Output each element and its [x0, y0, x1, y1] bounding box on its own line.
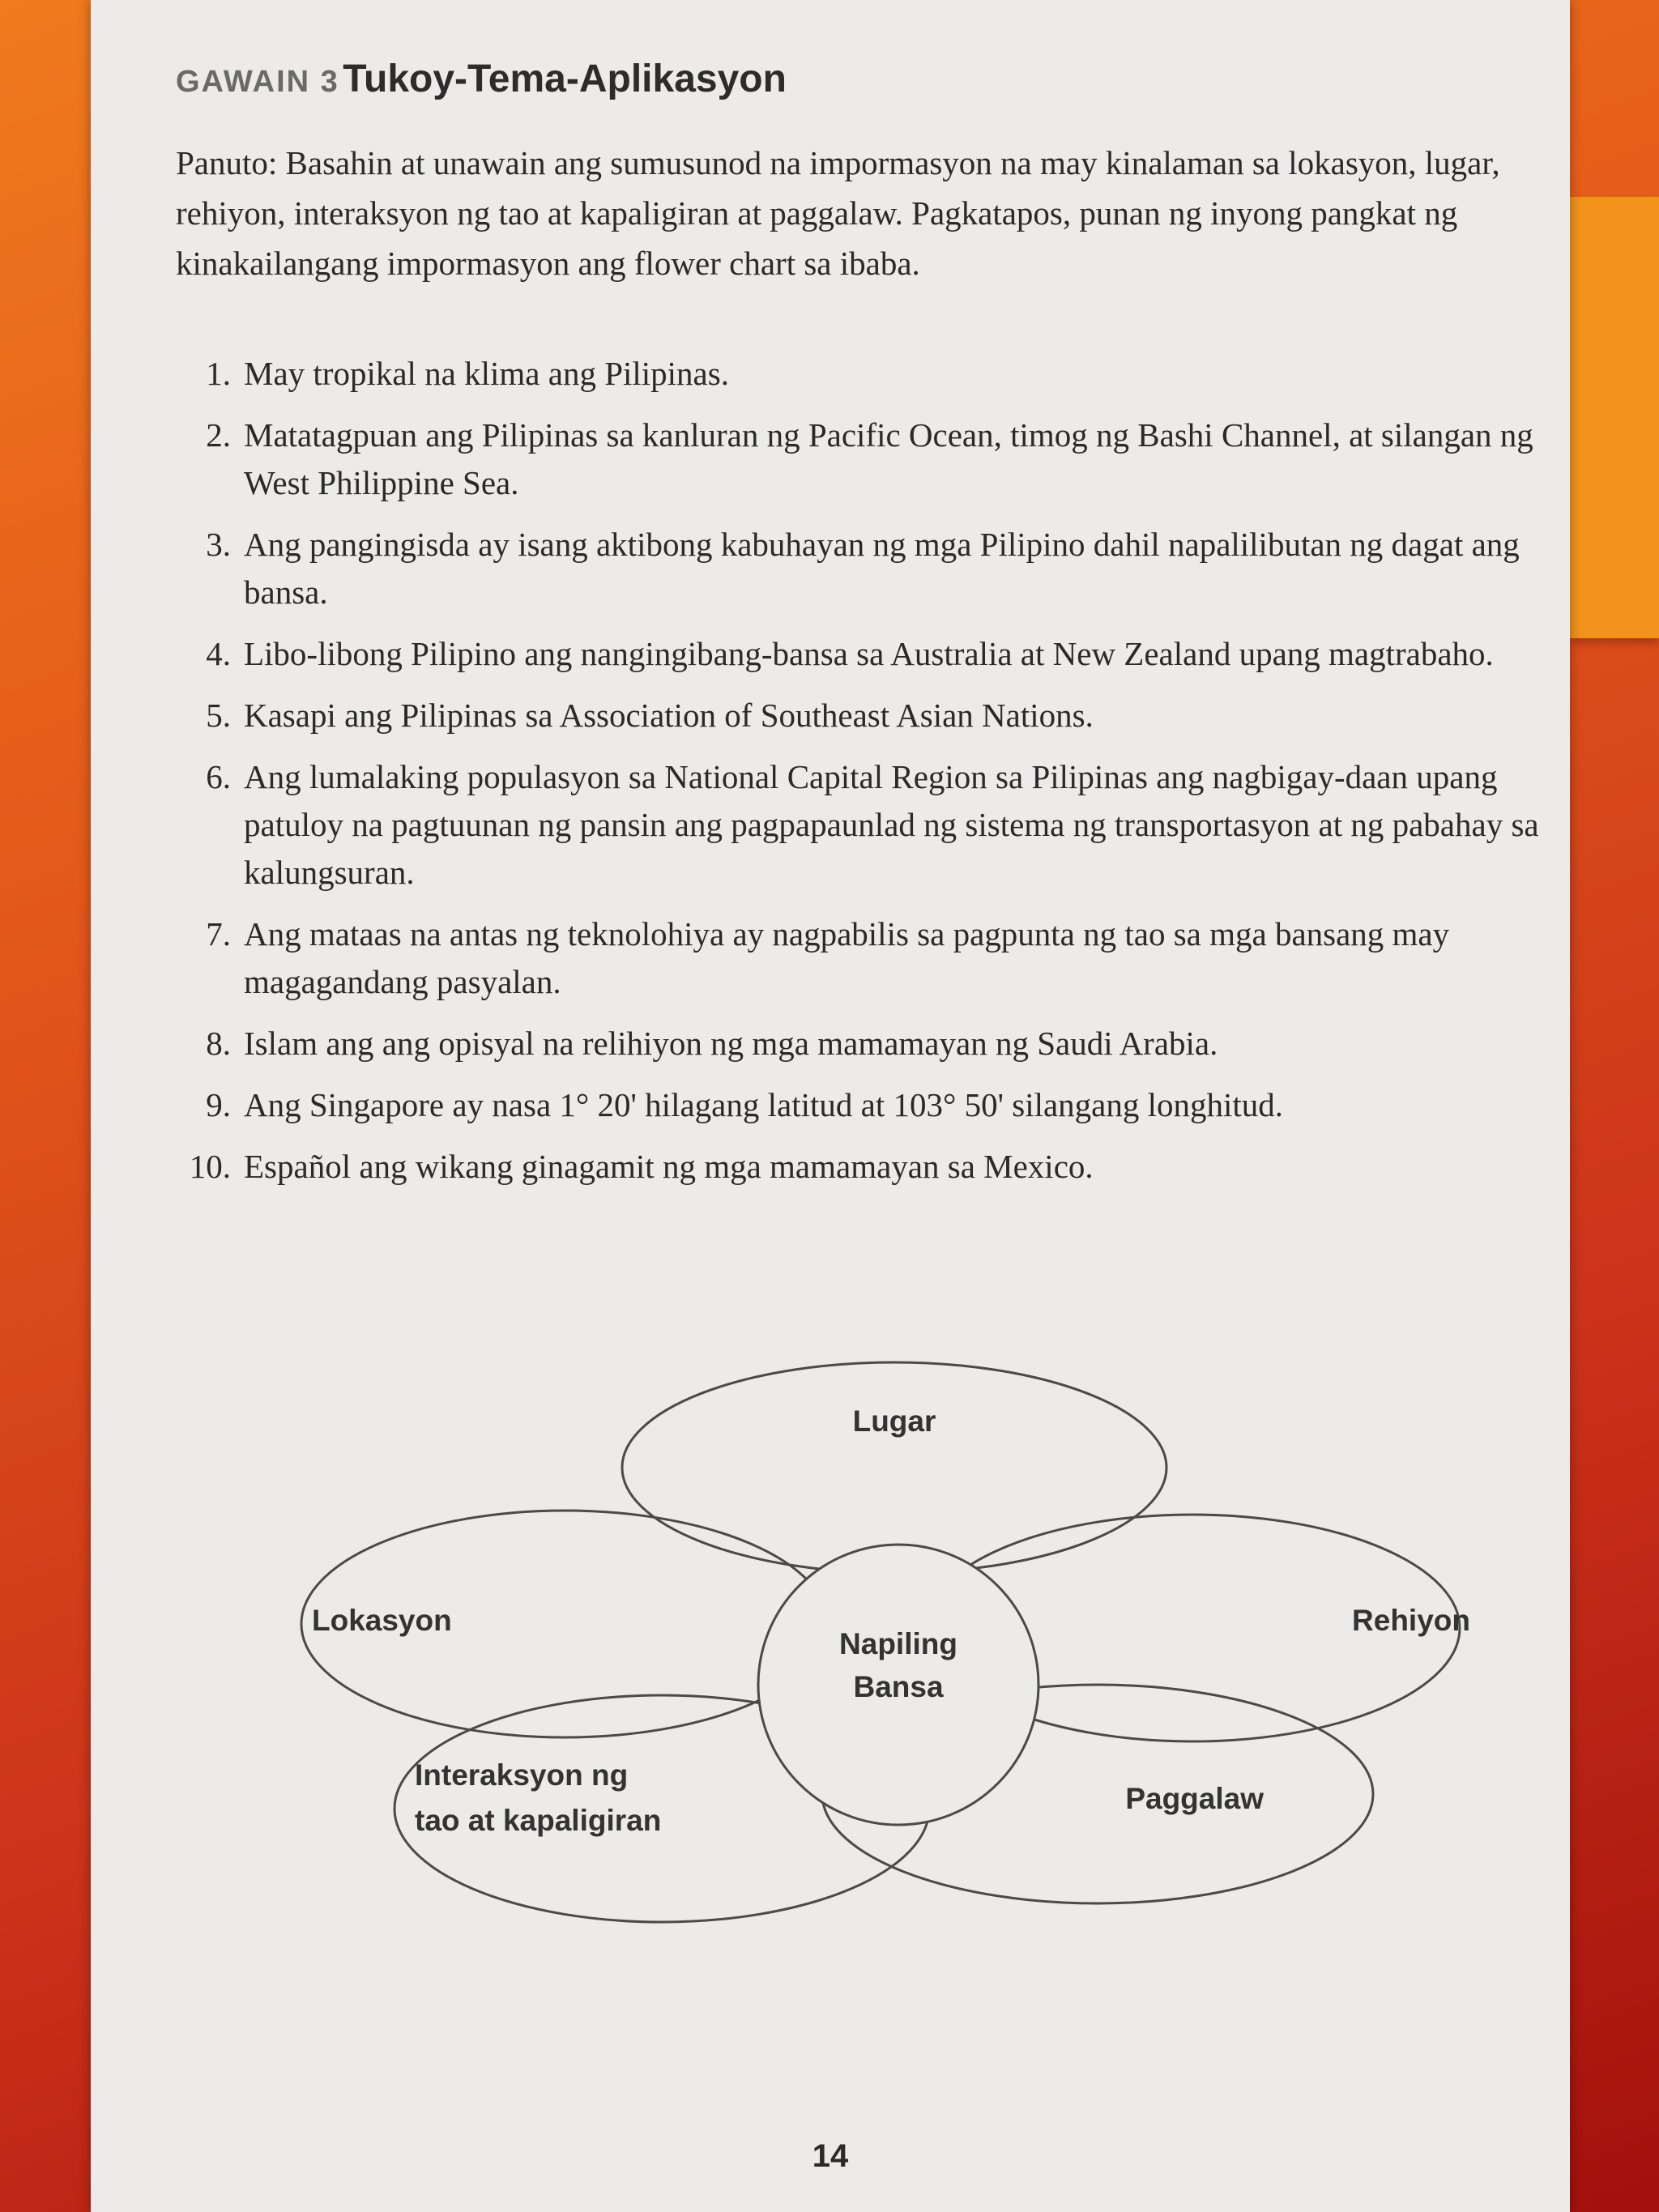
item-text: Ang mataas na antas ng teknolohiya ay nagpabilis sa pagpunta ng tao sa mga bansang may magagandang pasyalan.	[244, 915, 1450, 1000]
orange-accent-tab	[1570, 197, 1659, 638]
item-text: Ang lumalaking populasyon sa National Capital Region sa Pilipinas ang nagbigay-daan upang patuloy na pagtuunan ng pansin ang pagpapaunlad ng sistema ng transportasyon at ng pabahay sa kalungsuran.	[244, 758, 1539, 891]
activity-heading	[176, 57, 787, 101]
item-number: 6.	[206, 758, 231, 795]
list-item	[176, 411, 1553, 507]
page-number: 14	[812, 2138, 849, 2174]
item-text: Español ang wikang ginagamit ng mga mamamayan sa Mexico.	[244, 1148, 1094, 1185]
label-lugar: Lugar	[852, 1404, 936, 1438]
item-number: 8.	[206, 1025, 231, 1062]
list-item	[176, 1143, 1553, 1191]
list-item	[176, 521, 1553, 616]
item-text: Ang pangingisda ay isang aktibong kabuhayan ng mga Pilipino dahil napalilibutan ng dagat ang bansa.	[244, 526, 1520, 611]
label-center-line2: Bansa	[853, 1670, 944, 1703]
list-item	[176, 1020, 1553, 1068]
label-interaksyon-line1: Interaksyon ng	[415, 1758, 629, 1792]
label-rehiyon: Rehiyon	[1352, 1604, 1470, 1637]
item-text: Kasapi ang Pilipinas sa Association of Southeast Asian Nations.	[244, 697, 1094, 734]
item-number: 4.	[206, 635, 231, 672]
label-paggalaw: Paggalaw	[1125, 1782, 1264, 1815]
list-item	[176, 630, 1553, 678]
list-item	[176, 753, 1553, 897]
label-interaksyon-line2: tao at kapaligiran	[415, 1804, 662, 1837]
petal-lugar	[622, 1362, 1166, 1573]
item-number: 5.	[206, 697, 231, 734]
item-number: 7.	[206, 915, 231, 953]
label-lokasyon: Lokasyon	[312, 1604, 452, 1637]
instructions-paragraph: Panuto: Basahin at unawain ang sumusunod na impormasyon na may kinalaman sa lokasyon, lugar, rehiyon, interaksyon ng tao at kapaligiran at paggalaw. Pagkatapos, punan ng inyong pangkat ng kinakailangang impormasyon ang flower chart sa ibaba.	[176, 144, 1500, 282]
list-item	[176, 1081, 1553, 1129]
item-number: 9.	[206, 1086, 231, 1123]
item-text: Ang Singapore ay nasa 1° 20' hilagang latitud at 103° 50' silangang longhitud.	[244, 1086, 1284, 1123]
list-item	[176, 692, 1553, 739]
item-text: Matatagpuan ang Pilipinas sa kanluran ng Pacific Ocean, timog ng Bashi Channel, at silangan ng West Philippine Sea.	[244, 416, 1533, 501]
item-text: Islam ang ang opisyal na relihiyon ng mga mamamayan ng Saudi Arabia.	[244, 1025, 1218, 1062]
textbook-page	[91, 0, 1570, 2212]
activity-title: Tukoy-Tema-Aplikasyon	[343, 58, 787, 100]
activity-number: GAWAIN 3	[176, 65, 339, 99]
list-item	[176, 350, 1553, 398]
item-number: 1.	[206, 355, 231, 392]
item-number: 10.	[189, 1148, 231, 1185]
item-number: 2.	[206, 416, 231, 454]
item-text: May tropikal na klima ang Pilipinas.	[244, 355, 729, 392]
item-number: 3.	[206, 526, 231, 563]
label-center-line1: Napiling	[839, 1627, 957, 1660]
flower-chart	[172, 1361, 1549, 1928]
item-text: Libo-libong Pilipino ang nangingibang-bansa sa Australia at New Zealand upang magtrabaho.	[244, 635, 1494, 672]
statement-list	[176, 350, 1553, 1204]
list-item	[176, 910, 1553, 1006]
